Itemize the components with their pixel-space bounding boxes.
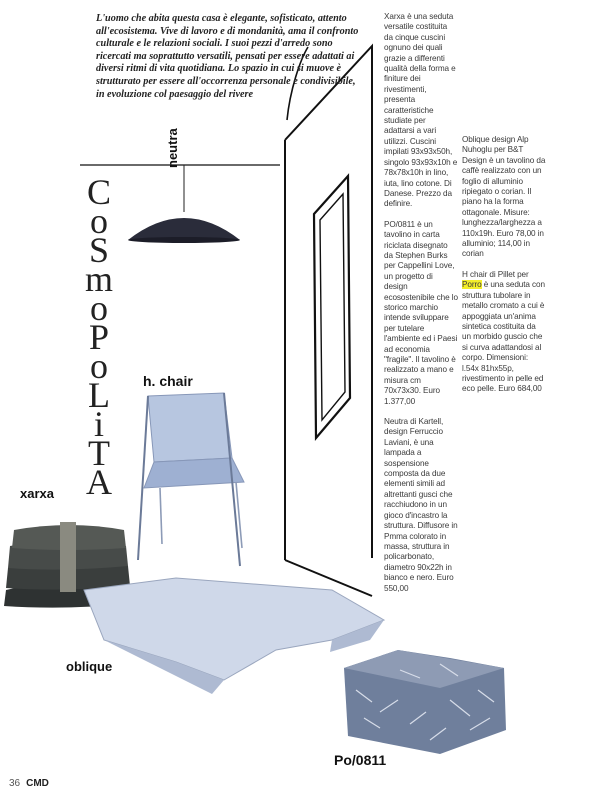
title-letter: m [84,259,113,299]
hchair-description [462,270,546,395]
title-letter: S [88,230,110,270]
title-letter: A [86,462,112,502]
room-lines [80,46,372,596]
title-letter: P [88,317,110,357]
intro-paragraph: L'uomo che abita questa casa è elegante, sofisticato, attento all'ecosistema. Vive di lavoro e di mondanità, ama il confronto culturale e le relazioni sociali. I suoi pezzi d'arredo sono ricercati ma soprattutto versatili, pensati per essere adattati ai diversi ritmi di vita quotidiana. Lo spazio in cui si muove è strutturato per essere all'occorrenza personale e condivisibile, in evoluzione col paesaggio del rivere [96,13,359,100]
neutra-lamp [128,165,240,243]
title-letter: o [90,288,108,328]
po-label: Po/0811 [334,752,387,768]
page-number: 36 [9,778,21,789]
title-letter: o [90,201,108,241]
wall-corner-line [285,46,372,558]
cosmopolita-title [84,172,114,502]
h-chair-illustration [138,393,244,566]
page-folio [9,778,49,789]
window-inner [320,194,345,420]
title-letter: C [86,172,111,212]
title-letter: T [88,433,110,473]
porro-highlight: Porro [462,280,482,290]
hchair-desc-before: H chair di Pillet per [462,269,529,279]
po-description: PO/0811 è un tavolino in carta riciclata disegnato da Stephen Burks per Cappellini Love, un progetto di design ecosostenibile che lo storico marchio intende sviluppare per tutelare l'ambiente ed i Paesi ad economia "fragile". Il tavolino è realizzato a mano e misura cm 70x73x30. Euro 1.377,00 [384,219,458,406]
xarxa-description: Xarxa è una seduta versatile costituita da cinque cuscini ognuno dei quali grazie a differenti qualità della forma e finiture dei rivestimenti, presenta caratteristiche studiate per adattarsi a vari utilizzi. Cuscini impilati 93x93x50h, singolo 93x93x10h e 78x78x10h in lino, iuta, lino cotone. Di Danese. Prezzo da definire. [384,12,458,209]
magazine-name: CMD [26,778,49,789]
oblique-table [84,578,384,694]
xarxa-label: xarxa [20,486,54,501]
po-0811-ottoman [344,650,506,754]
title-letter: i [93,404,104,444]
text-column-1 [384,12,458,604]
neutra-description: Neutra di Kartell, design Ferruccio Laviani, è una lampada a sospensione composta da due elementi simili ad altrettanti gusci che racchiudono in un gioco d'incastro la struttura. Diffusore in Pmma colorato in massa, struttura in policarbonato, diametro 90x22h in bianco e nero. Euro 550,00 [384,417,458,593]
oblique-description: Oblique design Alp Nuhoglu per B&T Design è un tavolino da caffè realizzato con un foglio di alluminio ripiegato o corian. Il piano ha la forma ottagonale. Misure: lunghezza/larghezza a 110x19h. Euro 78,00 in alluminio; 114,00 in corian [462,135,546,259]
hchair-label: h. chair [143,373,193,389]
text-column-2 [462,135,546,405]
neutra-label: neutra [165,128,180,168]
title-letter: L [88,375,110,415]
oblique-label: oblique [66,659,113,674]
hchair-desc-after: è una seduta con struttura tubolare in metallo cromato a cui è appoggiata un'anima sintetica costituita da un morbido guscio che si curva adattandosi al corpo. Dimensioni: l.54x 81hx55p, rivestimento in pelle ed eco pelle. Euro 684,00 [462,280,545,394]
title-letter: o [90,346,108,386]
